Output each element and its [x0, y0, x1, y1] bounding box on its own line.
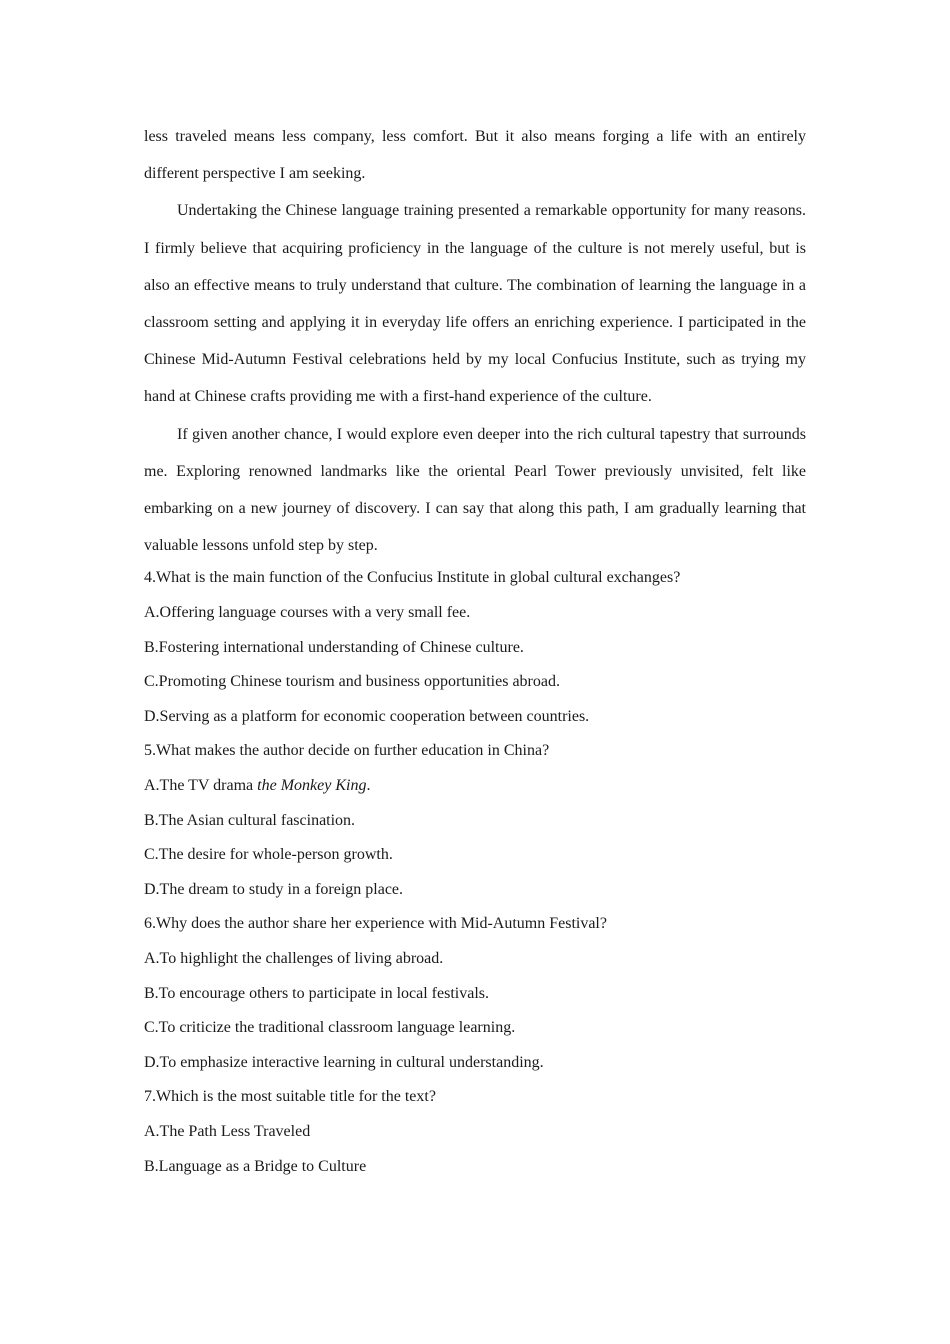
question-stem: 7.Which is the most suitable title for the text?	[144, 1088, 436, 1106]
page-content	[144, 118, 806, 1184]
question-5	[144, 734, 806, 907]
passage-paragraph-3: If given another chance, I would explore even deeper into the rich cultural tapestry that surrounds me. Exploring renowned landmarks like the oriental Pearl Tower previously unvisited, felt like embarking on a new journey of discovery. I can say that along this path, I am gradually learning that valuable lessons unfold step by step.	[144, 425, 806, 555]
question-6	[144, 907, 806, 1080]
reading-passage	[144, 118, 806, 564]
option-b: B.Language as a Bridge to Culture	[144, 1157, 367, 1175]
option-d: D.The dream to study in a foreign place.	[144, 880, 404, 898]
option-c: C.To criticize the traditional classroom language learning.	[144, 1019, 516, 1037]
option-a	[144, 769, 806, 804]
question-stem: 4.What is the main function of the Confucius Institute in global cultural exchanges?	[144, 569, 681, 587]
option-a: A.Offering language courses with a very small fee.	[144, 604, 471, 622]
option-b: B.Fostering international understanding of Chinese culture.	[144, 638, 524, 656]
drama-title: the Monkey King	[257, 777, 367, 794]
question-7	[144, 1080, 806, 1184]
question-4	[144, 561, 806, 734]
question-list	[144, 561, 806, 1184]
option-c: C.The desire for whole-person growth.	[144, 846, 393, 864]
option-d: D.To emphasize interactive learning in cultural understanding.	[144, 1053, 544, 1071]
option-d: D.Serving as a platform for economic cooperation between countries.	[144, 707, 590, 725]
option-a-suffix: .	[366, 777, 371, 794]
question-stem: 5.What makes the author decide on further education in China?	[144, 742, 550, 760]
option-b: B.The Asian cultural fascination.	[144, 811, 356, 829]
option-b: B.To encourage others to participate in local festivals.	[144, 984, 489, 1002]
option-a-prefix: A.The TV drama	[144, 777, 258, 794]
option-a: A.To highlight the challenges of living abroad.	[144, 949, 444, 967]
question-stem: 6.Why does the author share her experience with Mid-Autumn Festival?	[144, 915, 607, 933]
passage-paragraph-2: Undertaking the Chinese language training presented a remarkable opportunity for many reasons. I firmly believe that acquiring proficiency in the language of the culture is not merely useful, but is also an effective means to truly understand that culture. The combination of learning the language in a classroom setting and applying it in everyday life offers an enriching experience. I participated in the Chinese Mid-Autumn Festival celebrations held by my local Confucius Institute, such as trying my hand at Chinese crafts providing me with a first-hand experience of the culture.	[144, 202, 806, 406]
passage-paragraph-1: less traveled means less company, less comfort. But it also means forging a life with an entirely different perspective I am seeking.	[144, 128, 806, 183]
option-c: C.Promoting Chinese tourism and business opportunities abroad.	[144, 673, 560, 691]
option-a: A.The Path Less Traveled	[144, 1122, 311, 1140]
